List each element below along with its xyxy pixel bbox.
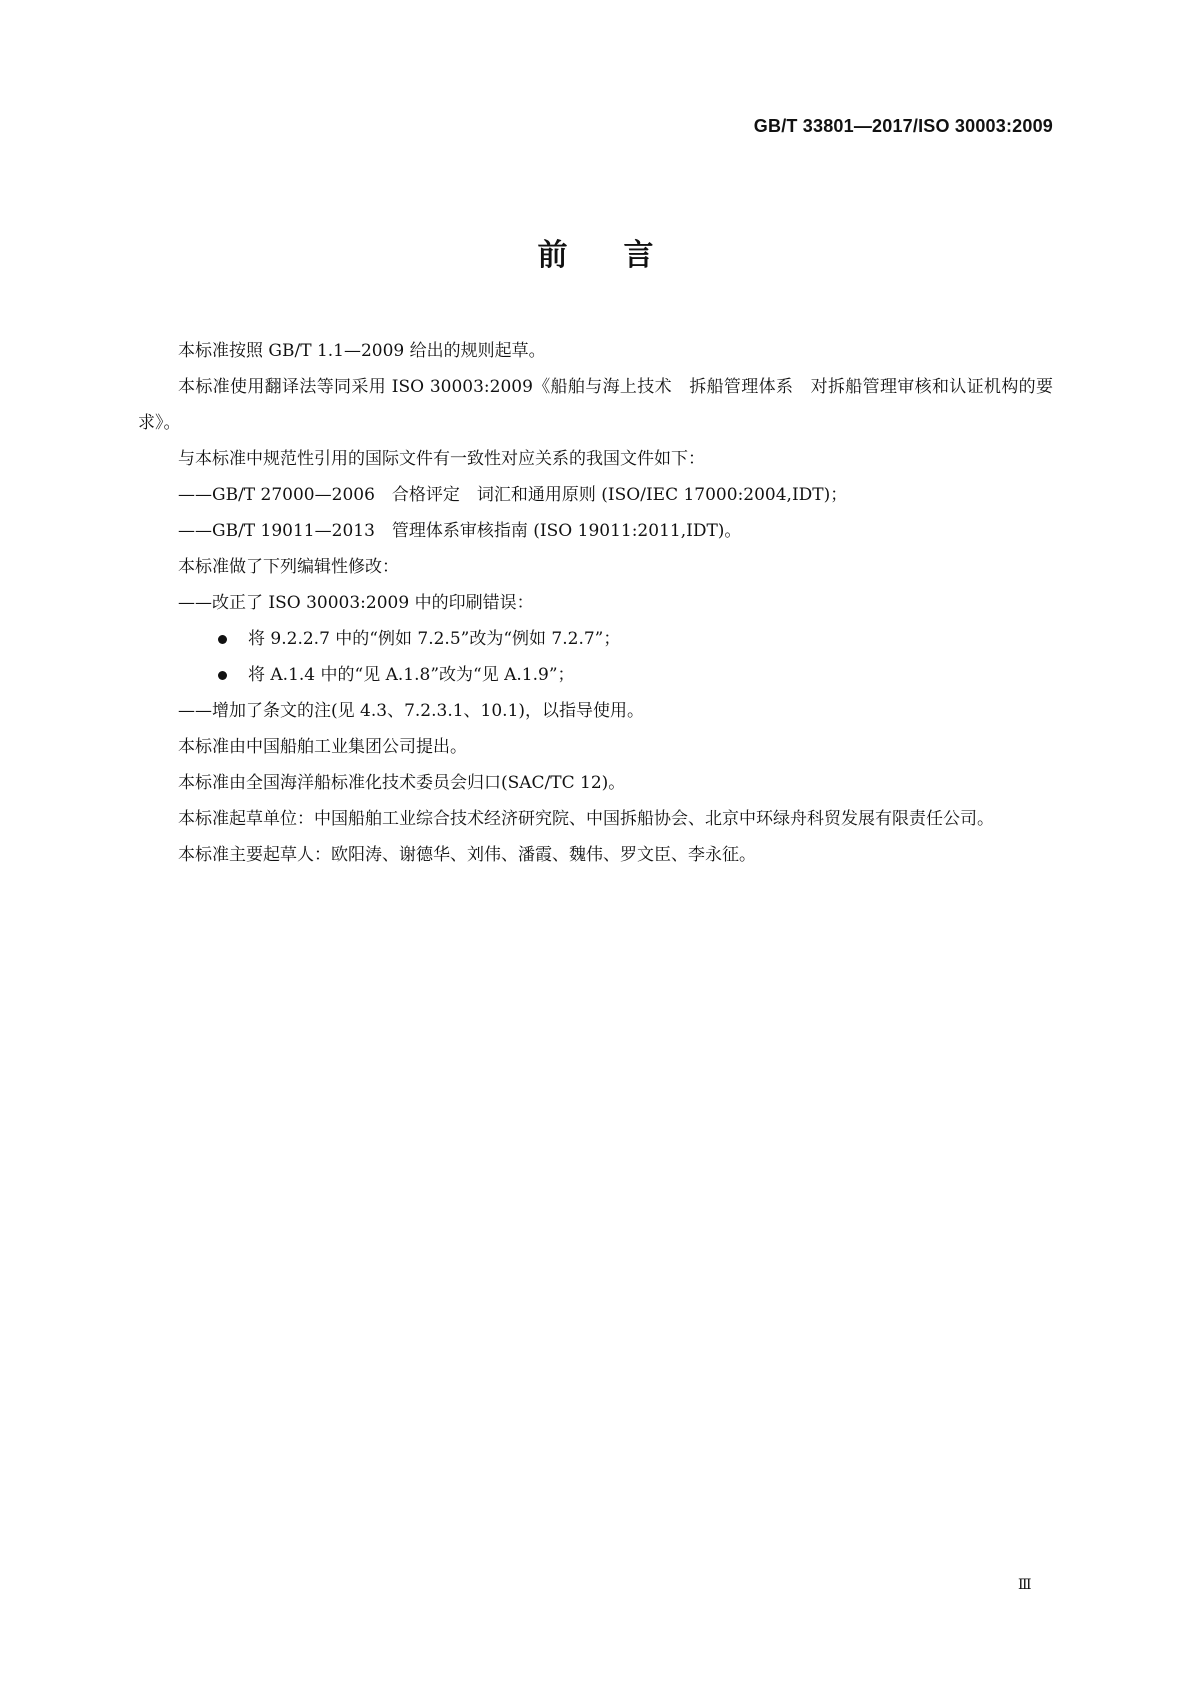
bullet-item [138, 657, 1053, 693]
bullet-dot-icon [218, 671, 227, 680]
bullet-text: 将 A.1.4 中的“见 A.1.8”改为“见 A.1.9”； [248, 665, 575, 685]
paragraph-drafting-rules: 本标准按照 GB/T 1.1—2009 给出的规则起草。 [178, 341, 546, 361]
reference-item: ——GB/T 27000—2006 合格评定 词汇和通用原则 (ISO/IEC 17000:2004,IDT)； [178, 485, 848, 505]
document-code-header: GB/T 33801—2017/ISO 30003:2009 [753, 116, 1053, 136]
paragraph-proposer: 本标准由中国船舶工业集团公司提出。 [178, 737, 467, 757]
edit-item: ——增加了条文的注(见 4.3、7.2.3.1、10.1)，以指导使用。 [178, 701, 645, 721]
paragraph-committee: 本标准由全国海洋船标准化技术委员会归口(SAC/TC 12)。 [178, 773, 626, 793]
paragraph-drafters: 本标准主要起草人：欧阳涛、谢德华、刘伟、潘霞、魏伟、罗文臣、李永征。 [178, 845, 756, 865]
paragraph-adoption: 本标准使用翻译法等同采用 ISO 30003:2009《船舶与海上技术 拆船管理体系 对拆船管理审核和认证机构的要求》。 [138, 377, 1053, 433]
paragraph-drafting-units: 本标准起草单位：中国船舶工业综合技术经济研究院、中国拆船协会、北京中环绿舟科贸发展有限责任公司。 [178, 809, 994, 829]
page-title: 前言 [537, 238, 710, 273]
page-number: Ⅲ [1018, 1577, 1032, 1593]
bullet-item [138, 621, 1053, 657]
bullet-dot-icon [218, 635, 227, 644]
edit-item: ——改正了 ISO 30003:2009 中的印刷错误： [178, 593, 534, 613]
paragraph-references-intro: 与本标准中规范性引用的国际文件有一致性对应关系的我国文件如下： [178, 449, 705, 469]
reference-item: ——GB/T 19011—2013 管理体系审核指南 (ISO 19011:2011,IDT)。 [178, 521, 742, 541]
paragraph-edits-intro: 本标准做了下列编辑性修改： [178, 557, 399, 577]
bullet-text: 将 9.2.2.7 中的“例如 7.2.5”改为“例如 7.2.7”； [248, 629, 621, 649]
foreword-body [138, 333, 1053, 873]
